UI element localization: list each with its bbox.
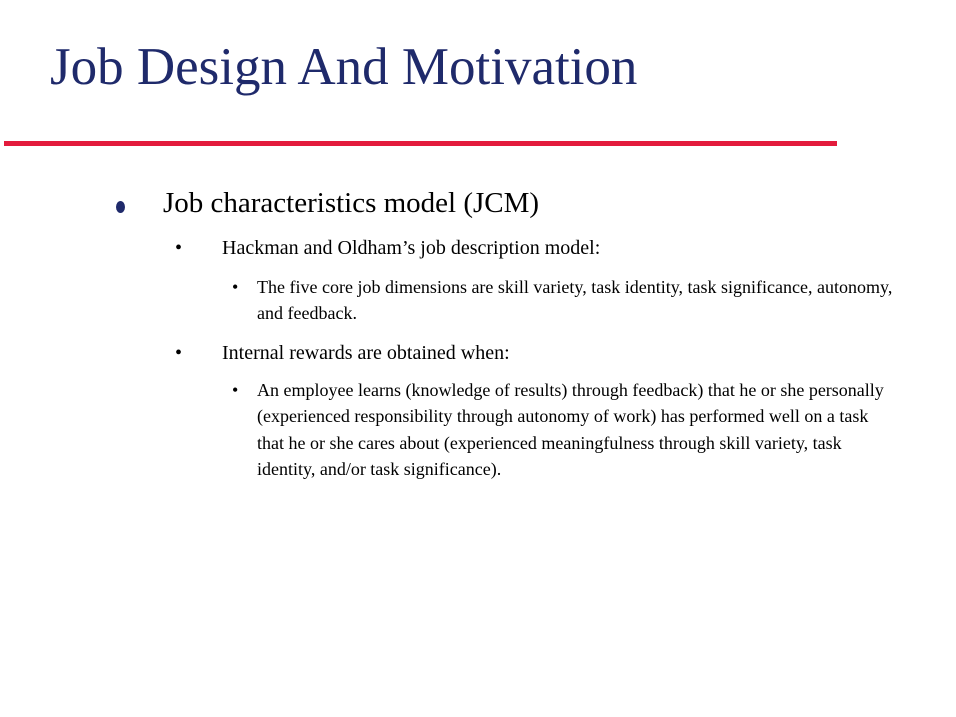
main-bullet-icon <box>116 201 125 213</box>
title-underline <box>4 141 837 146</box>
detail-bullet-icon: • <box>232 277 239 297</box>
section-detail-core-dimensions: The five core job dimensions are skill variety, task identity, task significance, autonomy, and feedback. <box>257 277 893 324</box>
sub-bullet-icon: • <box>175 237 183 259</box>
detail-bullet-icon: • <box>232 380 239 400</box>
section-detail-internal-rewards: An employee learns (knowledge of results) through feedback) that he or she personally (experienced responsibility through autonomy of work) has performed well on a task that he or she cares about (experienced meaningfulness through skill variety, task identity, and/or task significance). <box>257 380 884 480</box>
slide-title: Job Design And Motivation <box>50 38 638 96</box>
main-point: Job characteristics model (JCM) <box>163 187 540 219</box>
section-heading-internal-rewards: Internal rewards are obtained when: <box>222 342 510 364</box>
section-heading-hackman: Hackman and Oldham’s job description model: <box>222 237 601 259</box>
sub-bullet-icon: • <box>175 342 183 364</box>
